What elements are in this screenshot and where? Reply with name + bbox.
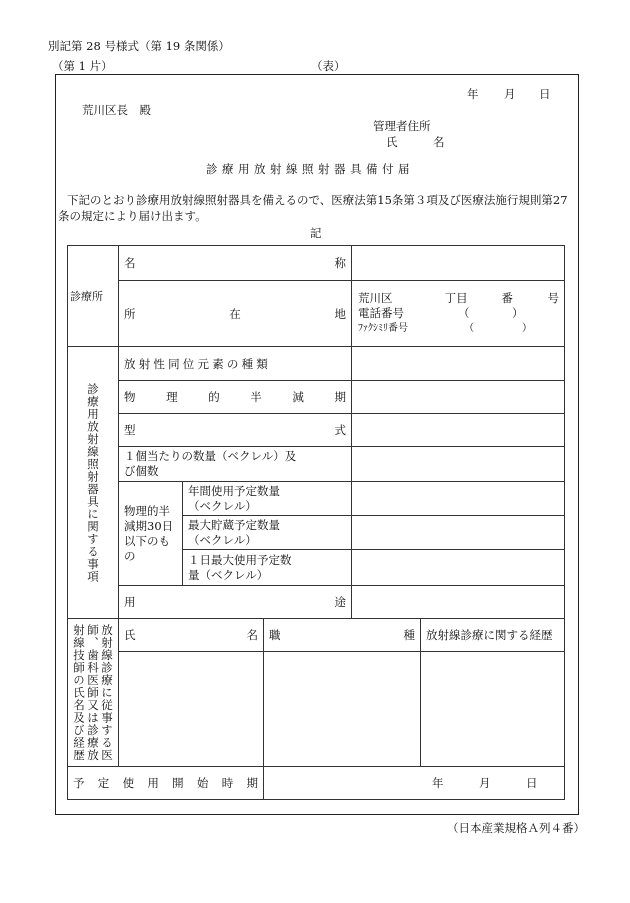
daily-max-input[interactable]	[352, 550, 565, 586]
date-day: 日	[539, 87, 551, 101]
purpose-label: 用 途	[119, 586, 352, 619]
daily-max-label: １日最大使用予定数 量（ベクレル）	[183, 550, 352, 586]
sheet-side: （表）	[311, 59, 346, 73]
start-date-input[interactable]: 年 月 日	[264, 767, 565, 800]
staff-section-label: 放射線診療に従事する医 師、歯科医師又は診療放 射線技師の氏名及び経歴	[68, 619, 119, 767]
staff-career-input[interactable]	[421, 652, 565, 767]
staff-career-header: 放射線診療に関する経歴	[421, 619, 565, 652]
date-month: 月	[504, 87, 516, 101]
staff-job-header: 職 種	[264, 619, 421, 652]
max-storage-input[interactable]	[352, 516, 565, 550]
form-reference: 別記第 28 号様式（第 19 条関係）	[48, 39, 230, 53]
sheet-number: （第 1 片）	[52, 59, 113, 73]
clinic-label: 診療所	[68, 246, 119, 347]
footer-note: （日本産業規格Ａ列４番）	[447, 821, 585, 835]
isotope-type-input[interactable]	[352, 347, 565, 381]
start-date-label: 予 定 使 用 開 始 時 期	[68, 767, 264, 800]
manager-name-label-1: 氏	[386, 135, 398, 149]
body-text-line-1: 下記のとおり診療用放射線照射器具を備えるので、医療法第15条第３項及び医療法施行規則第27	[67, 193, 568, 207]
manager-name-label-2: 名	[433, 135, 445, 149]
half-life-label: 物 理 的 半 減 期	[119, 381, 352, 414]
quantity-per-unit-input[interactable]	[352, 447, 565, 482]
half-life-input[interactable]	[352, 381, 565, 414]
addressee: 荒川区長 殿	[82, 103, 151, 117]
body-text-line-2: 条の規定により届け出ます。	[58, 209, 207, 223]
location-label-cell: 所 在 地	[119, 281, 352, 347]
staff-job-input[interactable]	[264, 652, 421, 767]
date-year: 年	[467, 87, 479, 101]
max-storage-label: 最大貯蔵予定数量 （ベクレル）	[183, 516, 352, 550]
name-label-cell: 名 称	[119, 246, 352, 281]
staff-name-header: 氏 名	[119, 619, 264, 652]
manager-address-label: 管理者住所	[373, 119, 431, 133]
notification-table	[67, 245, 565, 800]
annual-use-label: 年間使用予定数量 （ベクレル）	[183, 482, 352, 516]
quantity-per-unit-label: １個当たりの数量（ベクレル）及 び個数	[119, 447, 352, 482]
clinic-name-input[interactable]	[352, 246, 565, 281]
model-input[interactable]	[352, 414, 565, 447]
model-label: 型 式	[119, 414, 352, 447]
staff-name-input[interactable]	[119, 652, 264, 767]
annual-use-input[interactable]	[352, 482, 565, 516]
document-title: 診療用放射線照射器具備付届	[206, 162, 414, 176]
ki-label: 記	[310, 226, 322, 240]
purpose-input[interactable]	[352, 586, 565, 619]
clinic-address-input[interactable]: 荒川区 丁目 番 号 電話番号 （ ） ﾌｧｸｼﾐﾘ番号 （ ）	[352, 281, 565, 347]
isotope-type-label: 放射性同位元素の種類	[119, 347, 352, 381]
device-section-label: 診療用放射線照射器具に関する事項	[68, 347, 119, 619]
short-half-life-label: 物理的半 減期30日 以下のも の	[119, 482, 183, 586]
